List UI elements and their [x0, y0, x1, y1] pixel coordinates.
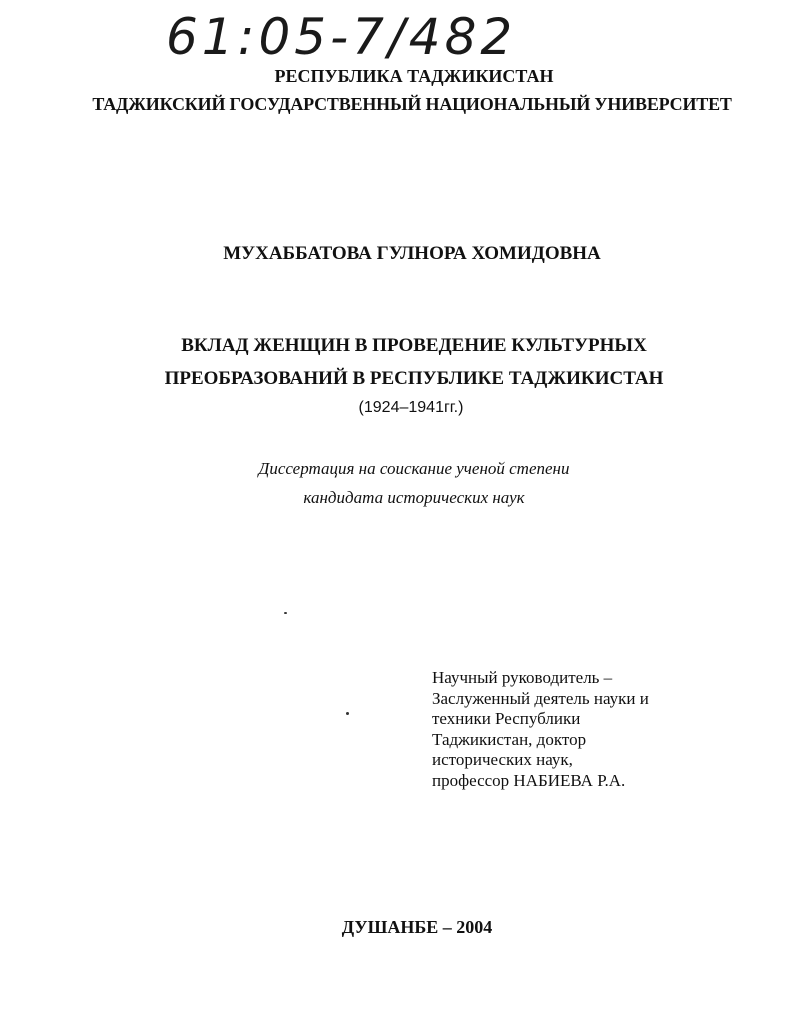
supervisor-line: профессор НАБИЕВА Р.А.	[432, 770, 626, 790]
republic-heading: РЕСПУБЛИКА ТАДЖИКИСТАН	[274, 66, 554, 86]
supervisor-line: Заслуженный деятель науки и	[432, 688, 649, 708]
supervisor-line: Таджикистан, доктор	[432, 729, 587, 749]
handwritten-archive-number-text: 61:05-7/482	[166, 8, 517, 66]
university-heading: ТАДЖИКСКИЙ ГОСУДАРСТВЕННЫЙ НАЦИОНАЛЬНЫЙ УНИВЕРСИТЕТ	[92, 94, 732, 114]
degree-statement-line-1: Диссертация на соискание ученой степени	[258, 459, 570, 478]
dissertation-title-line-2: ПРЕОБРАЗОВАНИЙ В РЕСПУБЛИКЕ ТАДЖИКИСТАН	[164, 368, 664, 389]
scan-speck	[346, 712, 349, 715]
scan-speck	[284, 612, 287, 614]
supervisor-line: исторических наук,	[432, 750, 573, 769]
city-and-year: ДУШАНБЕ – 2004	[341, 917, 493, 937]
supervisor-line: Научный руководитель –	[432, 668, 613, 687]
degree-statement-line-2: кандидата исторических наук	[303, 488, 525, 507]
supervisor-line: техники Республики	[432, 709, 581, 728]
supervisor-block	[432, 668, 649, 791]
author-name: МУХАББАТОВА ГУЛНОРА ХОМИДОВНА	[223, 243, 601, 264]
handwritten-archive-number-graphic	[160, 4, 580, 66]
dissertation-title-line-1: ВКЛАД ЖЕНЩИН В ПРОВЕДЕНИЕ КУЛЬТУРНЫХ	[181, 335, 647, 356]
dissertation-years: (1924–1941гг.)	[358, 399, 464, 416]
handwritten-archive-number	[160, 4, 580, 66]
